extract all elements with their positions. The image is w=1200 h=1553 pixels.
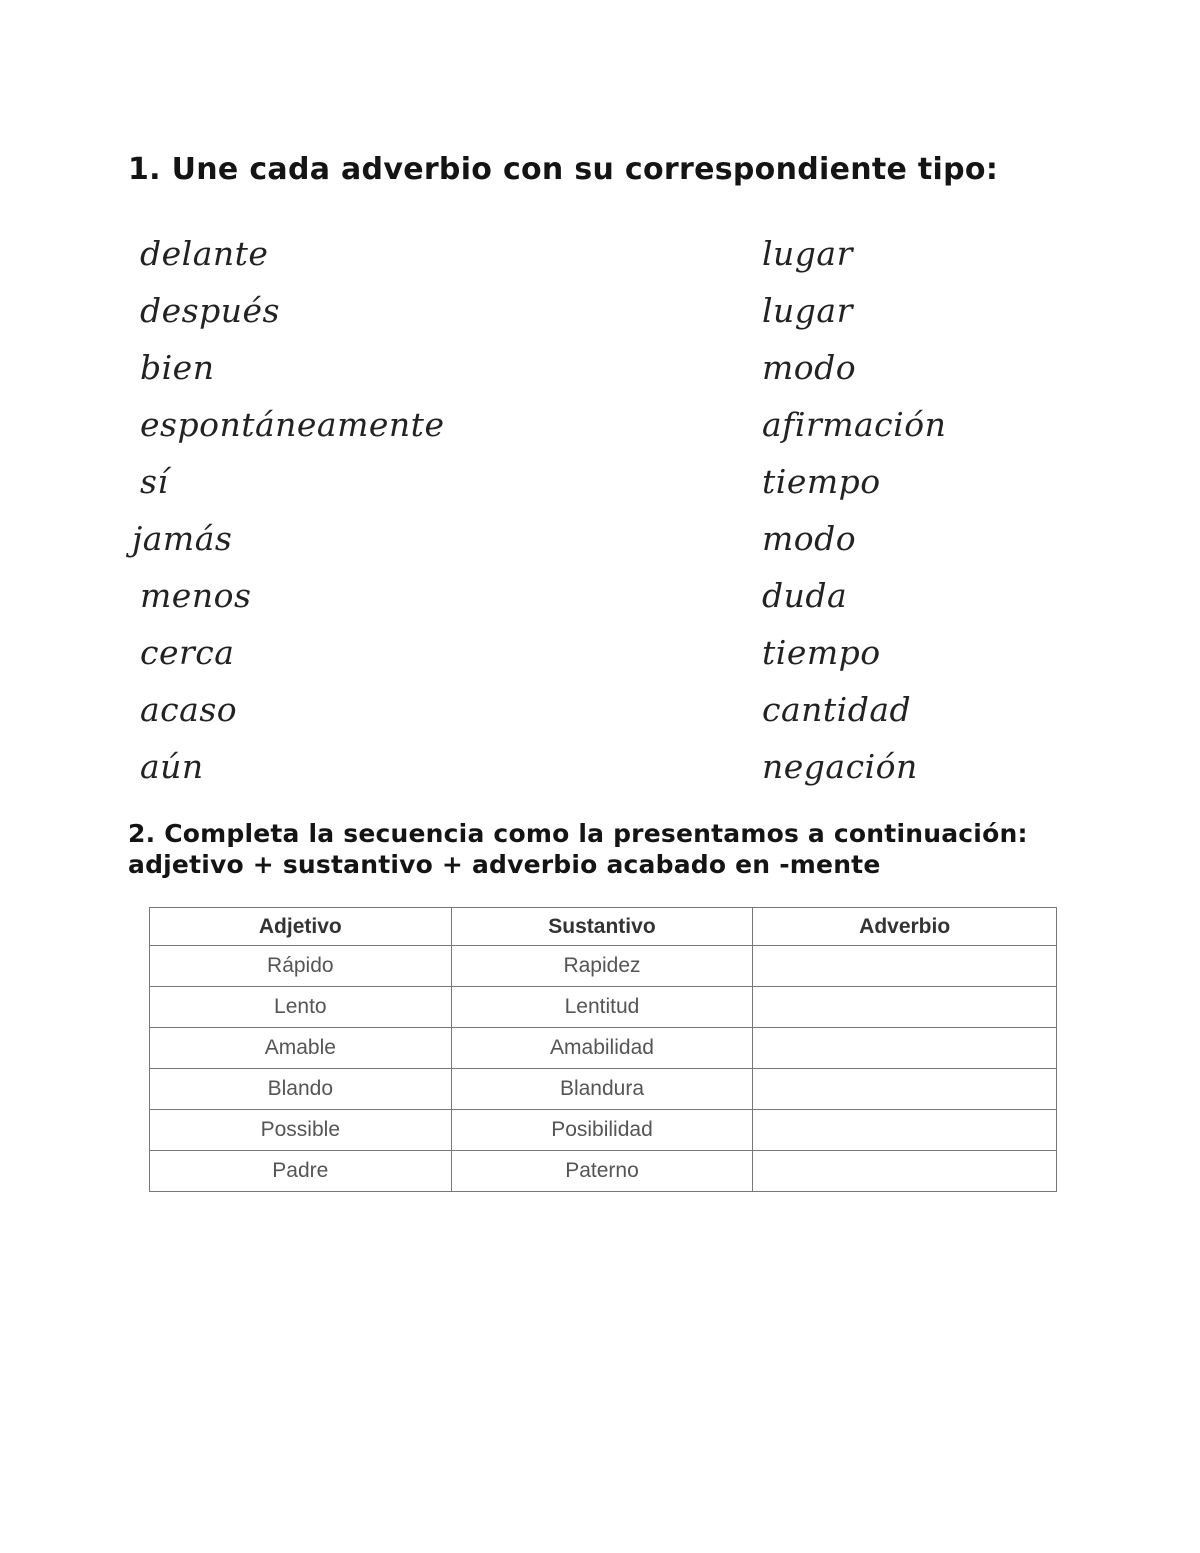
adverb-type-item: lugar bbox=[762, 291, 853, 330]
adverb-item: delante bbox=[140, 234, 269, 273]
adverb-type-item: lugar bbox=[762, 234, 853, 273]
adverb-item: espontáneamente bbox=[140, 405, 445, 444]
table-row bbox=[150, 1151, 1057, 1192]
exercise-2-title-line-1: 2. Completa la secuencia como la presentamos a continuación: bbox=[128, 819, 1028, 848]
adjetivo-cell: Lento bbox=[150, 987, 452, 1028]
header-adjetivo: Adjetivo bbox=[150, 908, 452, 946]
adverb-type-item: negación bbox=[762, 747, 918, 786]
adverb-item: sí bbox=[140, 462, 169, 501]
table-header-row bbox=[150, 908, 1057, 946]
exercise-2-title bbox=[128, 818, 1028, 880]
sustantivo-cell: Amabilidad bbox=[451, 1028, 753, 1069]
adverb-type-item: tiempo bbox=[762, 633, 881, 672]
table-row bbox=[150, 1110, 1057, 1151]
adverb-item: menos bbox=[140, 576, 252, 615]
header-sustantivo: Sustantivo bbox=[451, 908, 753, 946]
sustantivo-cell: Posibilidad bbox=[451, 1110, 753, 1151]
sustantivo-cell: Paterno bbox=[451, 1151, 753, 1192]
sustantivo-cell: Lentitud bbox=[451, 987, 753, 1028]
adjetivo-cell: Rápido bbox=[150, 946, 452, 987]
sequence-table bbox=[149, 907, 1057, 1192]
table-row bbox=[150, 1028, 1057, 1069]
adverbio-answer-cell[interactable] bbox=[753, 1069, 1057, 1110]
exercise-2-title-line-2: adjetivo + sustantivo + adverbio acabado en -mente bbox=[128, 850, 881, 879]
adverbio-answer-cell[interactable] bbox=[753, 1151, 1057, 1192]
adverb-item: bien bbox=[140, 348, 215, 387]
adverb-item: cerca bbox=[140, 633, 235, 672]
adverbio-answer-cell[interactable] bbox=[753, 1110, 1057, 1151]
table-row bbox=[150, 987, 1057, 1028]
adjetivo-cell: Possible bbox=[150, 1110, 452, 1151]
table-row bbox=[150, 1069, 1057, 1110]
adverb-item: después bbox=[140, 291, 280, 330]
adverb-type-item: modo bbox=[762, 519, 857, 558]
adverbio-answer-cell[interactable] bbox=[753, 1028, 1057, 1069]
sustantivo-cell: Rapidez bbox=[451, 946, 753, 987]
adverb-type-item: afirmación bbox=[762, 405, 947, 444]
exercise-1-title: 1. Une cada adverbio con su correspondiente tipo: bbox=[128, 152, 999, 187]
adverbio-answer-cell[interactable] bbox=[753, 946, 1057, 987]
adverbio-answer-cell[interactable] bbox=[753, 987, 1057, 1028]
adjetivo-cell: Amable bbox=[150, 1028, 452, 1069]
header-adverbio: Adverbio bbox=[753, 908, 1057, 946]
adverb-type-item: duda bbox=[762, 576, 848, 615]
table-row bbox=[150, 946, 1057, 987]
adverb-item: jamás bbox=[132, 519, 233, 558]
adverb-item: acaso bbox=[140, 690, 238, 729]
sustantivo-cell: Blandura bbox=[451, 1069, 753, 1110]
adverb-type-item: tiempo bbox=[762, 462, 881, 501]
adverb-type-item: cantidad bbox=[762, 690, 912, 729]
adverb-item: aún bbox=[140, 747, 204, 786]
adverb-type-item: modo bbox=[762, 348, 857, 387]
adjetivo-cell: Padre bbox=[150, 1151, 452, 1192]
adjetivo-cell: Blando bbox=[150, 1069, 452, 1110]
